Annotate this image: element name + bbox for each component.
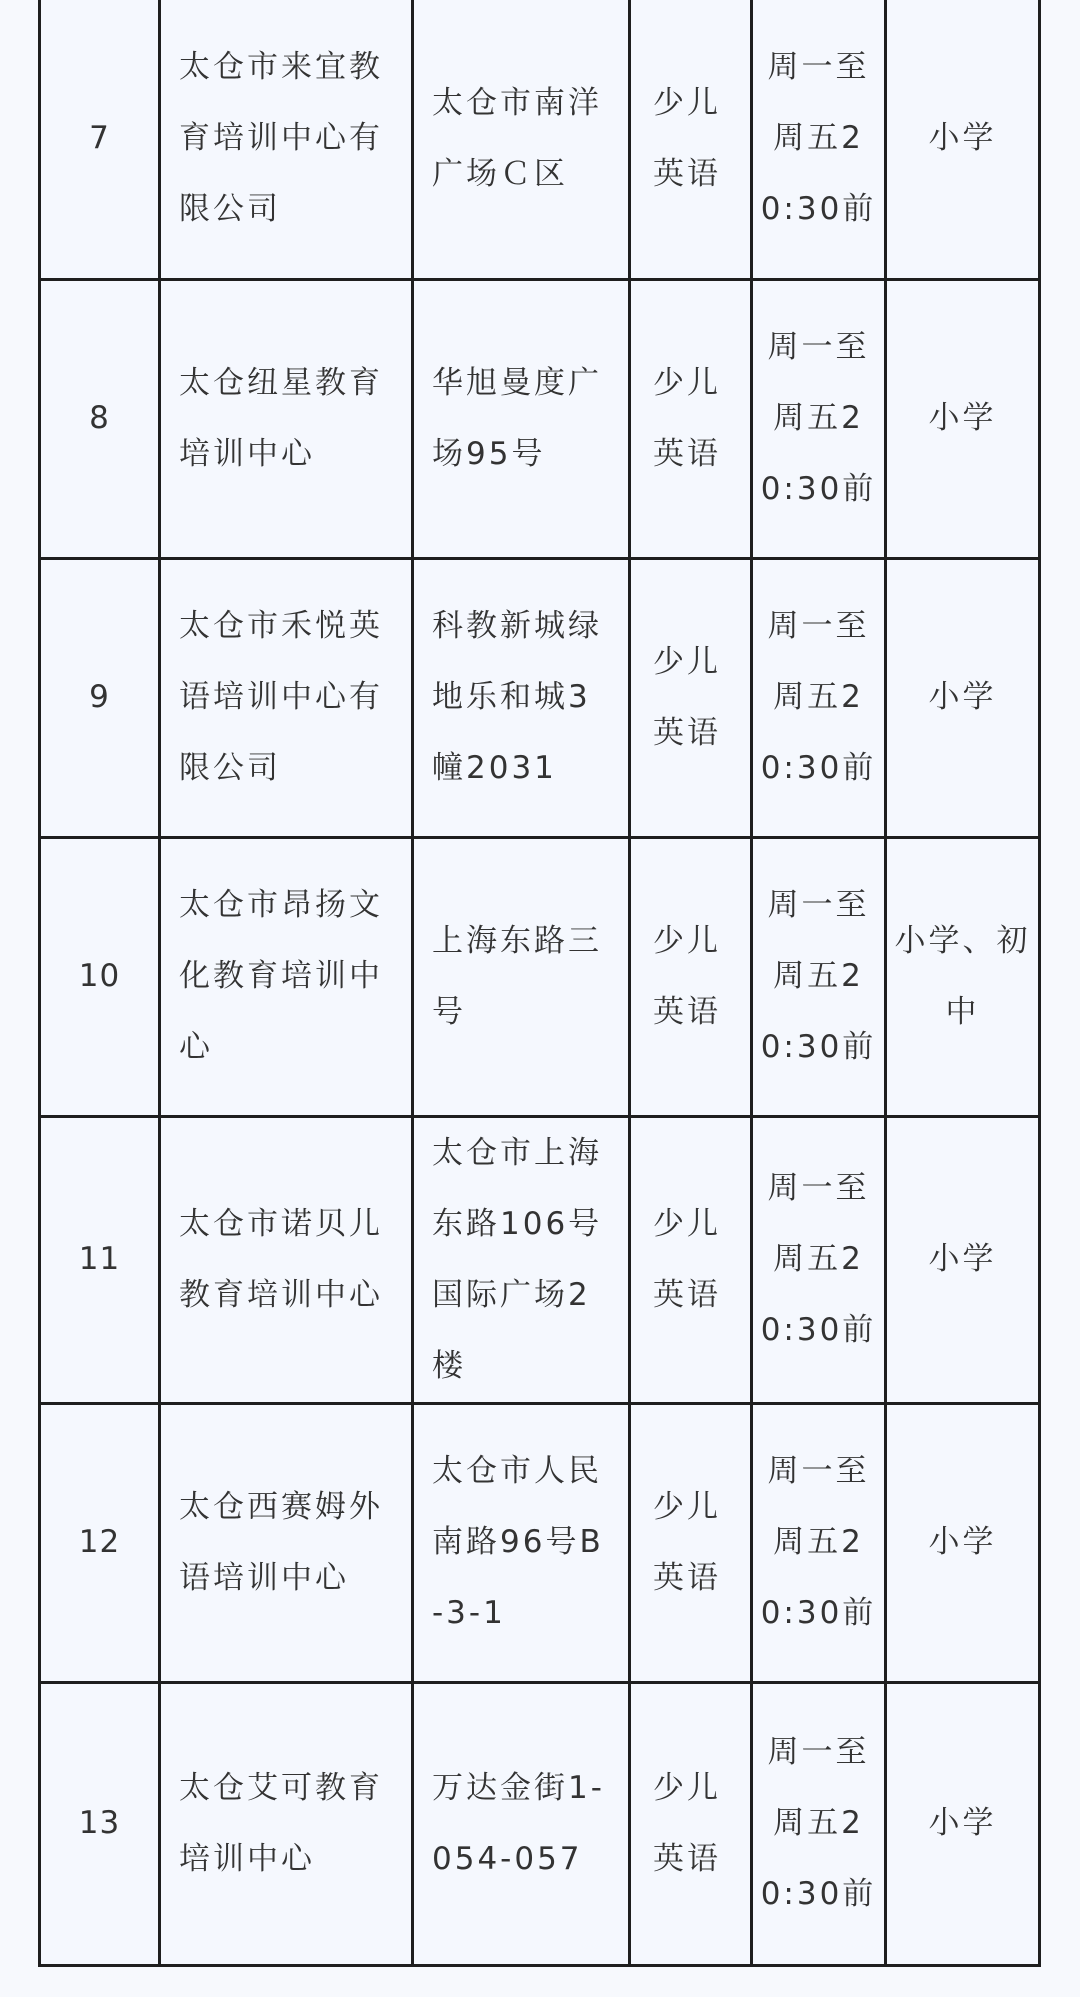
institution-address: 太仓市南洋广场Ｃ区 <box>413 0 630 279</box>
institution-name: 太仓西赛姆外语培训中心 <box>160 1403 413 1682</box>
student-level: 小学 <box>886 1682 1040 1965</box>
institution-address: 华旭曼度广场95号 <box>413 279 630 558</box>
student-level: 小学 <box>886 1403 1040 1682</box>
institution-address: 太仓市上海东路106号国际广场2楼 <box>413 1116 630 1403</box>
table-row <box>40 1116 1040 1403</box>
table-row <box>40 279 1040 558</box>
course-subject: 少儿英语 <box>630 837 752 1116</box>
class-time: 周一至周五20:30前 <box>752 1682 886 1965</box>
table-row <box>40 558 1040 837</box>
institution-address: 上海东路三号 <box>413 837 630 1116</box>
row-number: 10 <box>40 837 160 1116</box>
class-time: 周一至周五20:30前 <box>752 837 886 1116</box>
institution-name: 太仓市来宜教育培训中心有限公司 <box>160 0 413 279</box>
course-subject: 少儿英语 <box>630 1116 752 1403</box>
class-time: 周一至周五20:30前 <box>752 279 886 558</box>
row-number: 7 <box>40 0 160 279</box>
class-time: 周一至周五20:30前 <box>752 1403 886 1682</box>
class-time: 周一至周五20:30前 <box>752 1116 886 1403</box>
course-subject: 少儿英语 <box>630 558 752 837</box>
row-number: 13 <box>40 1682 160 1965</box>
table-row <box>40 837 1040 1116</box>
training-institutions-table <box>38 0 1041 1967</box>
row-number: 9 <box>40 558 160 837</box>
training-institutions-table-container <box>38 0 1038 1967</box>
table-row <box>40 1682 1040 1965</box>
student-level: 小学 <box>886 558 1040 837</box>
row-number: 8 <box>40 279 160 558</box>
table-row <box>40 0 1040 279</box>
table-row <box>40 1403 1040 1682</box>
institution-name: 太仓市诺贝儿教育培训中心 <box>160 1116 413 1403</box>
institution-address: 太仓市人民南路96号B-3-1 <box>413 1403 630 1682</box>
institution-address: 万达金街1-054-057 <box>413 1682 630 1965</box>
row-number: 12 <box>40 1403 160 1682</box>
course-subject: 少儿英语 <box>630 279 752 558</box>
class-time: 周一至周五20:30前 <box>752 558 886 837</box>
institution-name: 太仓市昂扬文化教育培训中心 <box>160 837 413 1116</box>
course-subject: 少儿英语 <box>630 1682 752 1965</box>
institution-address: 科教新城绿地乐和城3幢2031 <box>413 558 630 837</box>
student-level: 小学 <box>886 279 1040 558</box>
course-subject: 少儿英语 <box>630 0 752 279</box>
course-subject: 少儿英语 <box>630 1403 752 1682</box>
row-number: 11 <box>40 1116 160 1403</box>
student-level: 小学 <box>886 1116 1040 1403</box>
class-time: 周一至周五20:30前 <box>752 0 886 279</box>
student-level: 小学、初中 <box>886 837 1040 1116</box>
institution-name: 太仓艾可教育培训中心 <box>160 1682 413 1965</box>
institution-name: 太仓市禾悦英语培训中心有限公司 <box>160 558 413 837</box>
institution-name: 太仓纽星教育培训中心 <box>160 279 413 558</box>
student-level: 小学 <box>886 0 1040 279</box>
